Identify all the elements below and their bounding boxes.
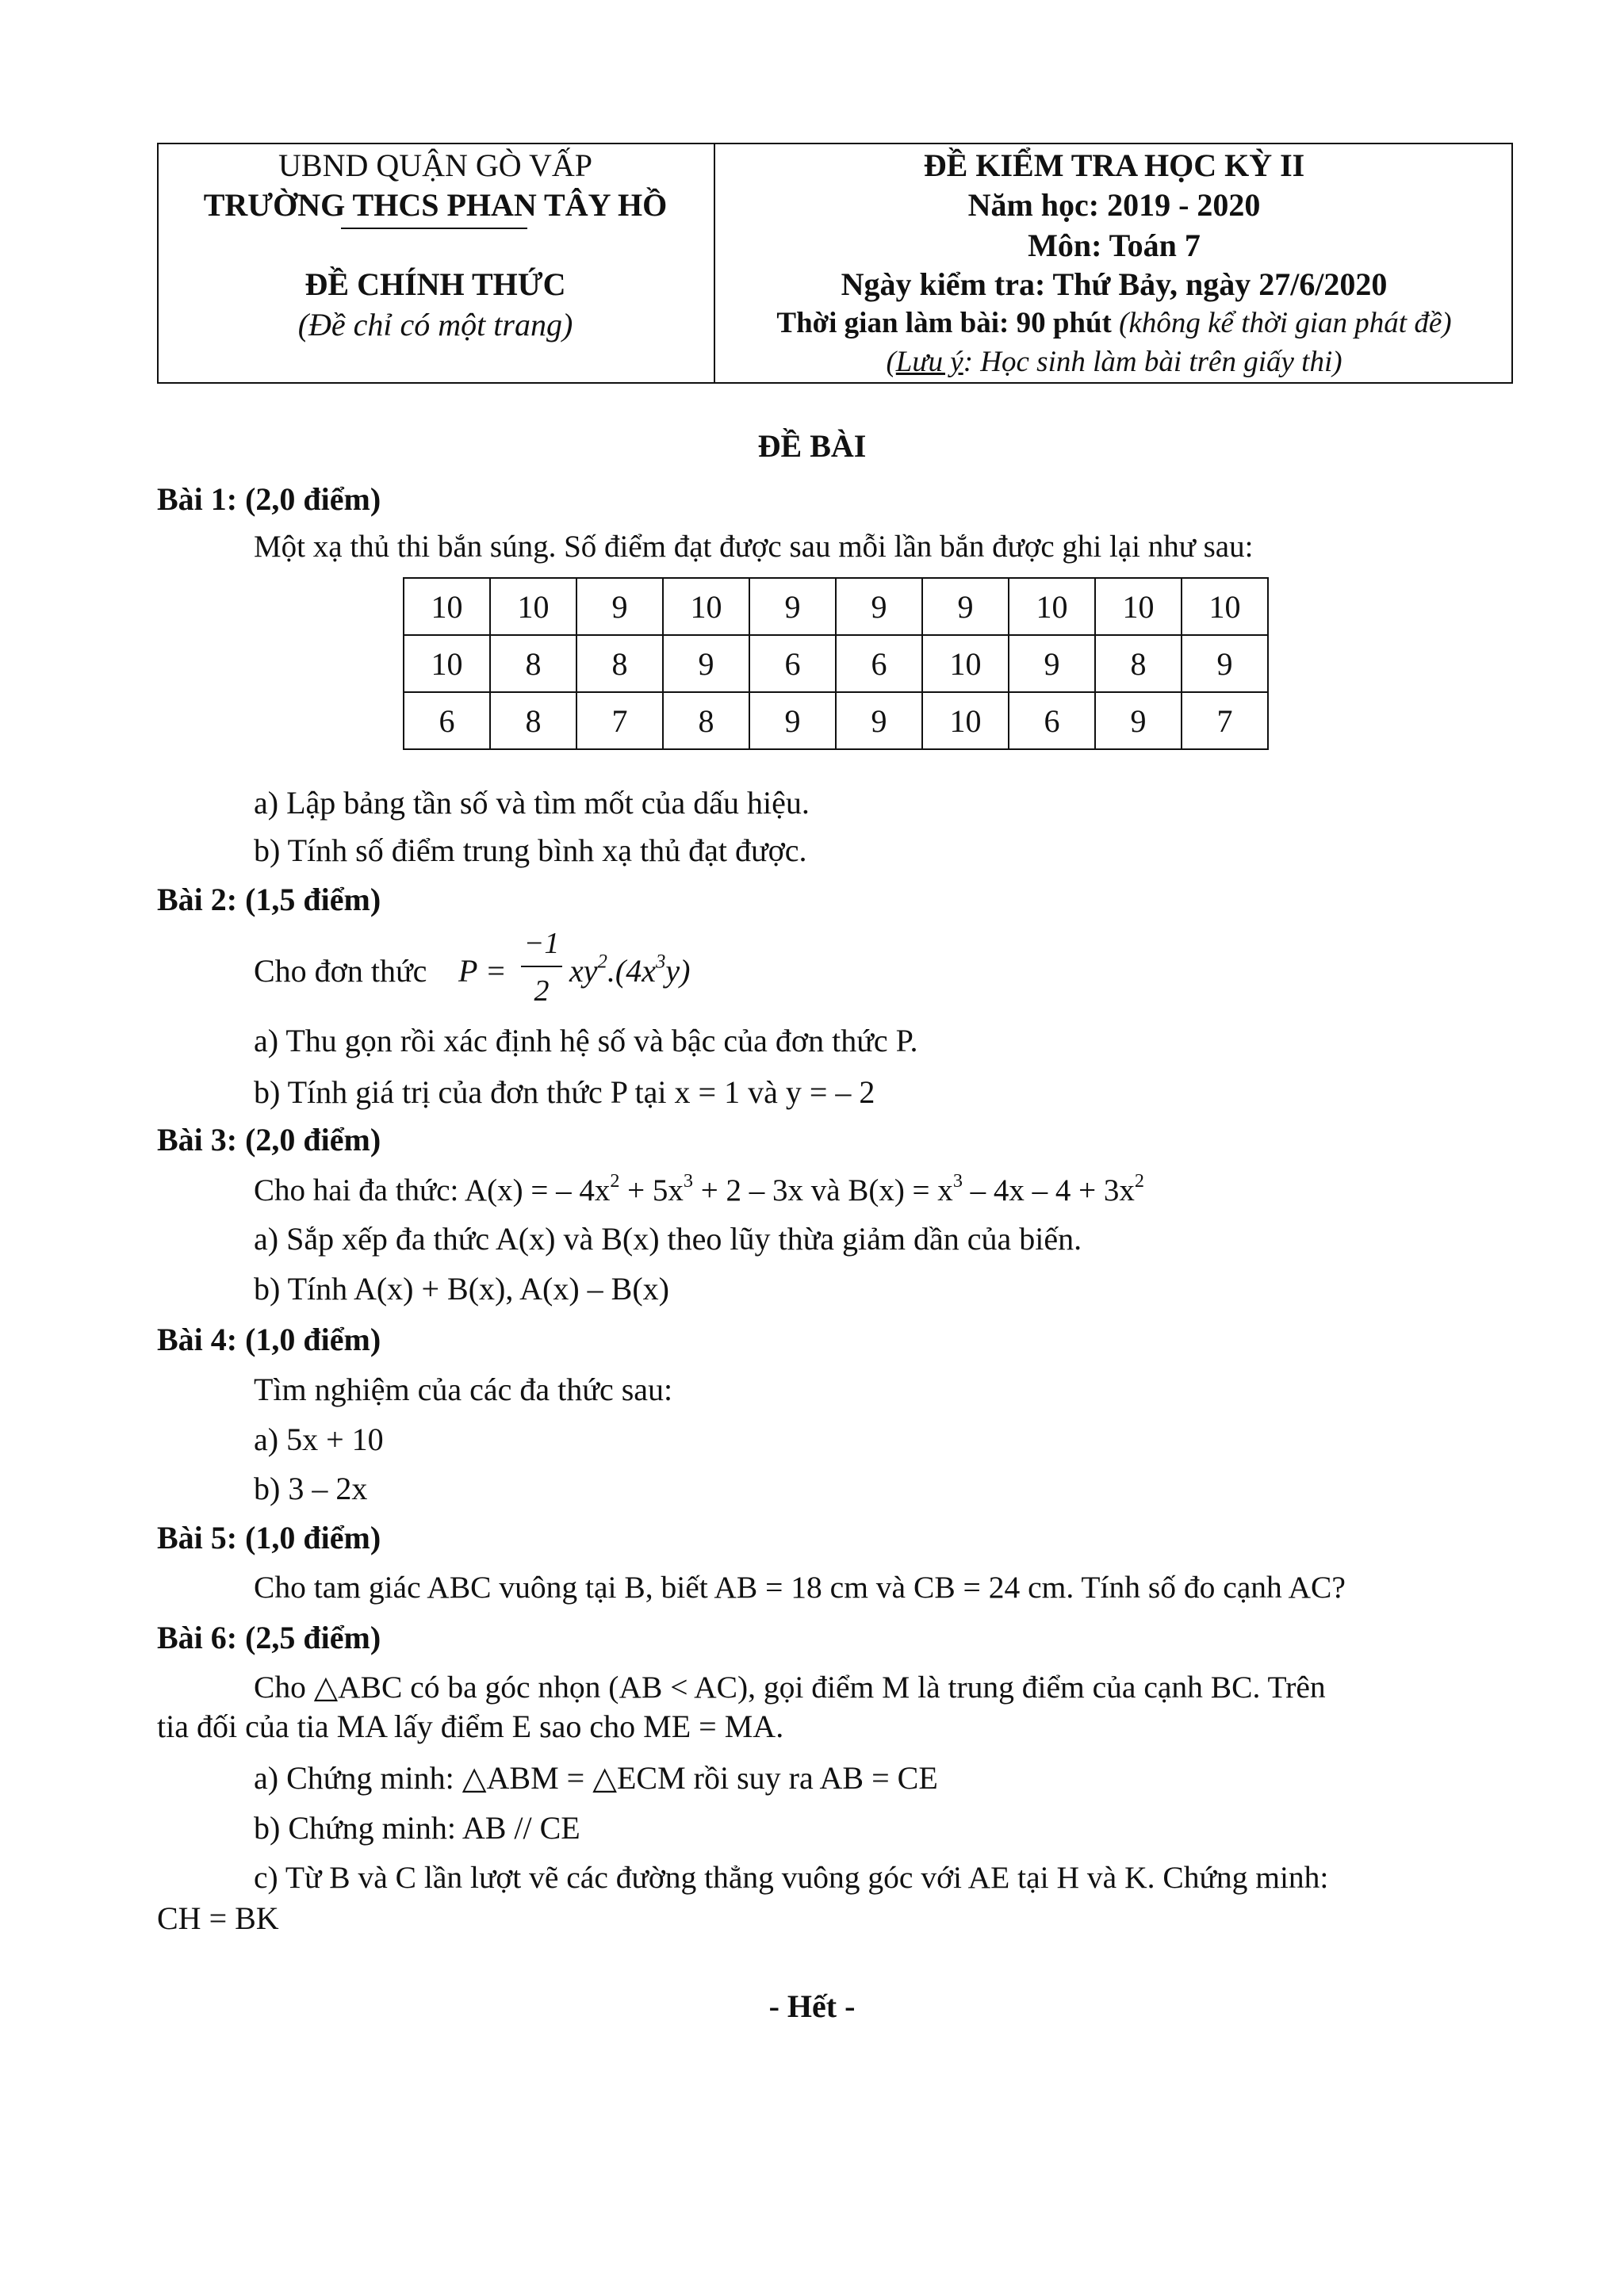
table-cell: 8 <box>490 692 576 749</box>
table-cell: 10 <box>1009 578 1095 635</box>
table-cell: 9 <box>663 635 749 692</box>
formula-part-2: .(4x <box>607 953 656 989</box>
duration-note: (không kể thời gian phát đề) <box>1119 307 1452 339</box>
table-cell: 10 <box>404 635 490 692</box>
table-cell: 9 <box>1095 692 1182 749</box>
formula-denominator: 2 <box>534 974 550 1008</box>
bai6-c1: c) Từ B và C lần lượt vẽ các đường thẳng vuông góc với AE tại H và K. Chứng minh: <box>254 1860 1329 1895</box>
bai2-heading: Bài 2: (1,5 điểm) <box>157 882 381 917</box>
table-cell: 8 <box>663 692 749 749</box>
bai6-c2: CH = BK <box>157 1900 279 1936</box>
bai3-exp-a: 2 <box>610 1170 620 1192</box>
table-cell: 10 <box>663 578 749 635</box>
bai3-heading: Bài 3: (2,0 điểm) <box>157 1122 381 1158</box>
table-cell: 6 <box>404 692 490 749</box>
bai1-heading: Bài 1: (2,0 điểm) <box>157 481 381 517</box>
bai3-b: b) Tính A(x) + B(x), A(x) – B(x) <box>254 1271 669 1307</box>
bai3-exp-c: 3 <box>952 1170 963 1192</box>
table-cell: 7 <box>576 692 663 749</box>
bai3-exp-d: 2 <box>1134 1170 1144 1192</box>
bai2-b: b) Tính giá trị của đơn thức P tại x = 1 và y = – 2 <box>254 1074 875 1110</box>
table-cell: 10 <box>490 578 576 635</box>
bai4-heading: Bài 4: (1,0 điểm) <box>157 1322 381 1357</box>
exam-title: ĐỀ KIỂM TRA HỌC KỲ II <box>923 147 1305 183</box>
table-cell: 7 <box>1182 692 1268 749</box>
school-year: Năm học: 2019 - 2020 <box>967 187 1261 223</box>
bai6-line2: tia đối của tia MA lấy điểm E sao cho ME = MA. <box>157 1709 784 1744</box>
formula-lhs: P = <box>458 953 507 989</box>
table-cell: 9 <box>749 578 836 635</box>
bai1-a: a) Lập bảng tần số và tìm mốt của dấu hiệu. <box>254 785 810 821</box>
formula-exp-2: 2 <box>597 951 607 973</box>
bai5-heading: Bài 5: (1,0 điểm) <box>157 1520 381 1556</box>
table-cell: 6 <box>1009 692 1095 749</box>
bai4-intro: Tìm nghiệm của các đa thức sau: <box>254 1372 673 1407</box>
table-cell: 9 <box>1009 635 1095 692</box>
table-cell: 10 <box>1182 578 1268 635</box>
school-underline <box>341 228 527 229</box>
duration-label: Thời gian làm bài: 90 phút <box>776 307 1112 339</box>
attention-text: : Học sinh làm bài trên giấy thi) <box>963 346 1342 378</box>
table-cell: 9 <box>1182 635 1268 692</box>
table-row <box>404 635 1268 692</box>
bai5-intro: Cho tam giác ABC vuông tại B, biết AB = 18 cm và CB = 24 cm. Tính số đo cạnh AC? <box>254 1570 1346 1605</box>
district-name: UBND QUẬN GÒ VẤP <box>278 147 592 183</box>
bai3-intro-1: Cho hai đa thức: A(x) = – 4x <box>254 1173 611 1207</box>
bai6-heading: Bài 6: (2,5 điểm) <box>157 1620 381 1655</box>
table-cell: 9 <box>576 578 663 635</box>
duration-line <box>715 307 1513 341</box>
bai3-intro-3: + 2 – 3x và B(x) = x <box>693 1173 953 1207</box>
exam-date: Ngày kiểm tra: Thứ Bảy, ngày 27/6/2020 <box>841 266 1388 302</box>
table-cell: 9 <box>749 692 836 749</box>
formula-part-3: y) <box>665 953 691 989</box>
table-cell: 8 <box>1095 635 1182 692</box>
official-label: ĐỀ CHÍNH THỨC <box>304 266 566 302</box>
subject: Môn: Toán 7 <box>1028 228 1201 263</box>
school-name: TRƯỜNG THCS PHAN TÂY HỒ <box>203 187 668 223</box>
page-note: (Đề chỉ có một trang) <box>297 307 573 342</box>
attention-label: Lưu ý <box>895 346 963 378</box>
formula-numerator: −1 <box>523 927 560 960</box>
end-marker: - Hết - <box>768 1988 856 2024</box>
bai2-intro: Cho đơn thức <box>254 953 427 989</box>
table-cell: 10 <box>922 692 1009 749</box>
formula-exp-3: 3 <box>656 951 666 973</box>
table-cell: 10 <box>1095 578 1182 635</box>
table-cell: 6 <box>749 635 836 692</box>
table-row <box>404 692 1268 749</box>
bai6-a: a) Chứng minh: △ABM = △ECM rồi suy ra AB = CE <box>254 1760 938 1796</box>
bai3-exp-b: 3 <box>683 1170 694 1192</box>
bai2-a: a) Thu gọn rồi xác định hệ số và bậc của đơn thức P. <box>254 1023 918 1058</box>
table-cell: 10 <box>922 635 1009 692</box>
formula-part-1: xy <box>569 953 598 989</box>
bai3-a: a) Sắp xếp đa thức A(x) và B(x) theo lũy thừa giảm dần của biến. <box>254 1221 1082 1257</box>
bai4-b: b) 3 – 2x <box>254 1471 368 1506</box>
table-cell: 10 <box>404 578 490 635</box>
bai3-intro <box>254 1170 1144 1209</box>
bai1-intro: Một xạ thủ thi bắn súng. Số điểm đạt được sau mỗi lần bắn được ghi lại như sau: <box>254 530 1254 564</box>
table-cell: 9 <box>836 692 922 749</box>
table-cell: 6 <box>836 635 922 692</box>
table-cell: 9 <box>836 578 922 635</box>
table-cell: 8 <box>576 635 663 692</box>
attention-open: ( <box>886 346 896 378</box>
bai4-a: a) 5x + 10 <box>254 1422 384 1457</box>
page-title: ĐỀ BÀI <box>757 428 867 464</box>
formula-body <box>569 953 690 989</box>
table-cell: 9 <box>922 578 1009 635</box>
bai6-line1: Cho △ABC có ba góc nhọn (AB < AC), gọi điểm M là trung điểm của cạnh BC. Trên <box>254 1670 1326 1705</box>
bai3-intro-2: + 5x <box>619 1173 684 1207</box>
attention-line <box>715 346 1513 380</box>
bai3-intro-4: – 4x – 4 + 3x <box>962 1173 1135 1207</box>
score-table <box>403 577 1269 750</box>
fraction-bar <box>521 966 562 967</box>
bai1-b: b) Tính số điểm trung bình xạ thủ đạt được. <box>254 832 807 868</box>
bai6-b: b) Chứng minh: AB // CE <box>254 1810 580 1846</box>
table-cell: 8 <box>490 635 576 692</box>
table-row <box>404 578 1268 635</box>
